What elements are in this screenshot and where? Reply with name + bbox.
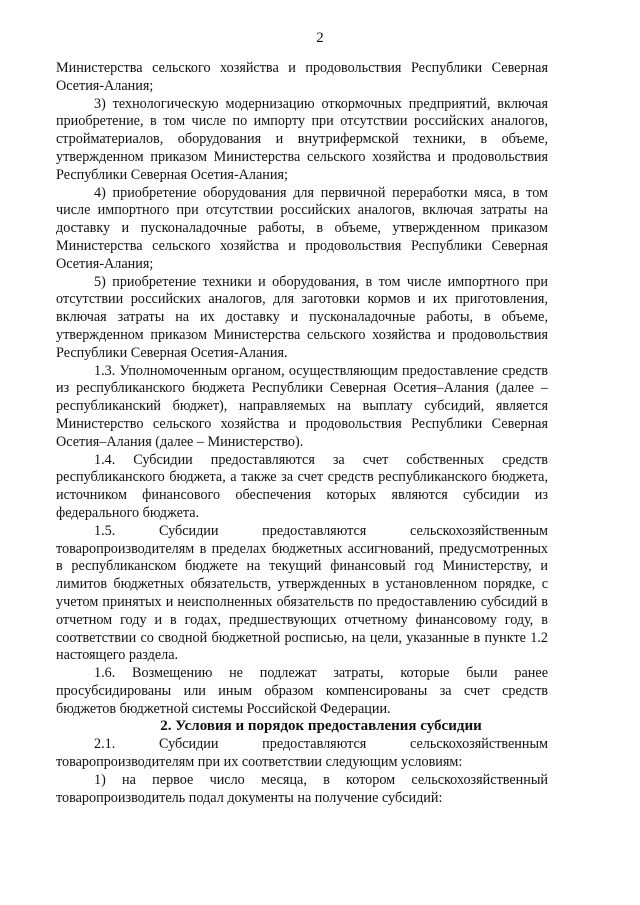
document-body <box>56 60 548 807</box>
paragraph-1-6: 1.6. Возмещению не подлежат затраты, которые были ранее просубсидированы или иным образом компенсированы за счет средств бюджетов бюджетной системы Российской Федерации. <box>56 665 548 717</box>
paragraph-1-5: 1.5. Субсидии предоставляются сельскохозяйственным товаропроизводителям в пределах бюджетных ассигнований, предусмотренных в республиканском бюджете на текущий финансовый год Министерству, и лимитов бюджетных обязательств, утвержденных в установленном порядке, с учетом принятых и неисполненных обязательств по предоставлению субсидий в отчетном году и в годах, предшествующих отчетному финансовому году, в соответствии со сводной бюджетной росписью, на цели, указанные в пункте 1.2 настоящего раздела. <box>56 522 548 664</box>
paragraph-1-4: 1.4. Субсидии предоставляются за счет собственных средств республиканского бюджета, а также за счет средств республиканского бюджета, источником финансового обеспечения которых являются субсидии из федерального бюджета. <box>56 451 548 521</box>
paragraph-item-4: 4) приобретение оборудования для первичной переработки мяса, в том числе импортного при отсутствии российских аналогов, включая затраты на доставку и пусконаладочные работы, в объеме, утвержденном приказом Министерства сельского хозяйства и продовольствия Республики Северная Осетия-Алания; <box>56 184 548 272</box>
paragraph-item-3: 3) технологическую модернизацию откормочных предприятий, включая приобретение, в том числе по импорту при отсутствии российских аналогов, стройматериалов, оборудования и внутрифермской техники, в объеме, утвержденном приказом Министерства сельского хозяйства и продовольствия Республики Северная Осетия-Алания; <box>56 95 548 183</box>
paragraph-2-1: 2.1. Субсидии предоставляются сельскохозяйственным товаропроизводителям при их соответствии следующим условиям: <box>56 736 548 771</box>
paragraph-1-3: 1.3. Уполномоченным органом, осуществляющим предоставление средств из республиканского бюджета Республики Северная Осетия–Алания (далее – республиканский бюджет), направляемых на выплату субсидий, является Министерство сельского хозяйства и продовольствия Республики Северная Осетия–Алания (далее – Министерство). <box>56 362 548 450</box>
page-number: 2 <box>316 30 324 46</box>
section-heading: 2. Условия и порядок предоставления субсидии <box>160 718 482 735</box>
paragraph-item-5: 5) приобретение техники и оборудования, в том числе импортного при отсутствии российских аналогов, для заготовки кормов и их приготовления, включая затраты на их доставку и пусконаладочные работы, в объеме, утвержденном приказом Министерства сельского хозяйства и продовольствия Республики Северная Осетия-Алания. <box>56 273 548 361</box>
paragraph-ministry-continuation: Министерства сельского хозяйства и продовольствия Республики Северная Осетия-Алания; <box>56 60 548 94</box>
paragraph-2-1-item-1: 1) на первое число месяца, в котором сельскохозяйственный товаропроизводитель подал документы на получение субсидий: <box>56 771 548 806</box>
